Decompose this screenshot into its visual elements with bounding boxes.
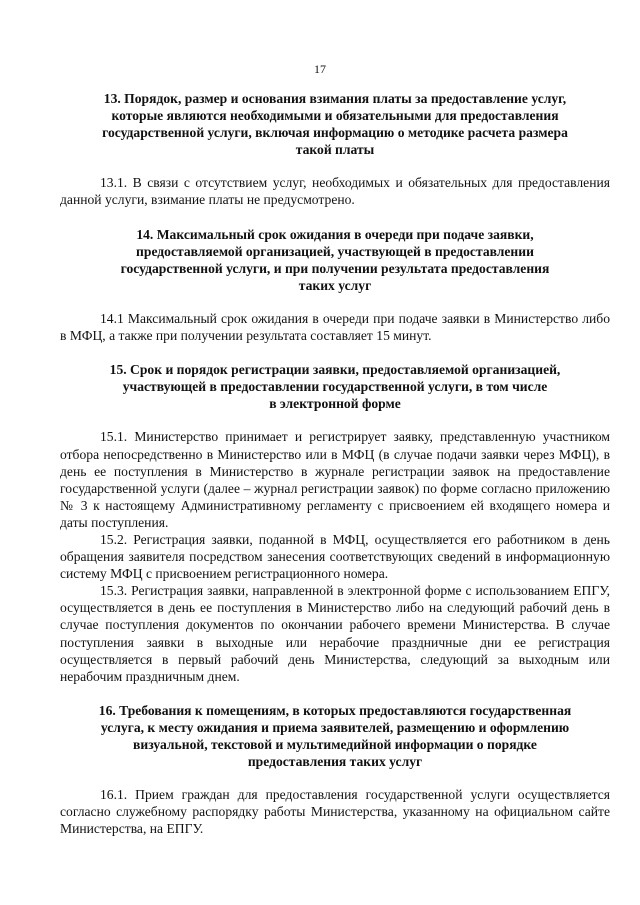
paragraph: 15.2. Регистрация заявки, поданной в МФЦ, осуществляется его работником в день обращения заявителя посредством занесения соответствующих сведений в информационную систему МФЦ с присвоением регистрационного номера. xyxy=(60,531,610,582)
section-body xyxy=(60,786,610,837)
section-title xyxy=(60,90,610,158)
section-16 xyxy=(60,702,610,838)
section-title xyxy=(60,361,610,412)
title-line: 15. Срок и порядок регистрации заявки, предоставляемой организацией, xyxy=(109,362,561,378)
paragraph: 15.3. Регистрация заявки, направленной в электронной форме с использованием ЕПГУ, осуществляется в день ее поступления в Министерство либо на следующий рабочий день в случае поступления документов по окончании рабочего времени Министерства. В случае поступления заявки в выходные или нерабочие праздничные дни ее регистрация осуществляется в первый рабочий день Министерства, следующий за выходным или нерабочим праздничным днем. xyxy=(60,583,610,684)
section-title xyxy=(60,702,610,770)
title-line: государственной услуги, включая информацию о методике расчета размера xyxy=(102,125,568,141)
section-15 xyxy=(60,361,610,685)
section-body xyxy=(60,310,610,344)
title-line: визуальной, текстовой и мультимедийной информации о порядке xyxy=(133,737,537,752)
section-13 xyxy=(60,90,610,209)
sections xyxy=(60,62,610,837)
paragraph: 14.1 Максимальный срок ожидания в очереди при подаче заявки в Министерство либо в МФЦ, а также при получении результата составляет 15 минут. xyxy=(60,310,610,344)
paragraph: 15.1. Министерство принимает и регистрирует заявку, представленную участником отбора непосредственно в Министерство или в МФЦ (в случае подачи заявки через МФЦ), в день ее поступления в Министерство в журнале регистрации заявок на предоставление государственной услуги (далее – журнал регистрации заявок) по форме согласно приложению № 3 к настоящему Административному регламенту с присвоением ей входящего номера и даты поступления. xyxy=(60,429,610,530)
title-line: таких услуг xyxy=(298,277,372,293)
title-line: 13. Порядок, размер и основания взимания платы за предоставление услуг, xyxy=(103,91,567,106)
title-line: услуга, к месту ожидания и приема заявителей, размещению и оформлению xyxy=(100,719,570,735)
page-number: 17 xyxy=(314,62,326,76)
title-line: в электронной форме xyxy=(269,396,401,412)
paragraph: 16.1. Прием граждан для предоставления государственной услуги осуществляется согласно служебному распорядку работы Министерства, указанному на официальном сайте Министерства, на ЕПГУ. xyxy=(60,787,610,837)
title-line: такой платы xyxy=(295,142,375,158)
title-line: которые являются необходимыми и обязательными для предоставления xyxy=(111,108,559,124)
paragraph: 13.1. В связи с отсутствием услуг, необходимых и обязательных для предоставления данной услуги, взимание платы не предусмотрено. xyxy=(60,175,610,208)
title-line: 16. Требования к помещениям, в которых предоставляются государственная xyxy=(98,702,572,718)
section-body xyxy=(60,428,610,684)
section-14 xyxy=(60,226,610,345)
title-line: государственной услуги, и при получении результата предоставления xyxy=(120,260,550,276)
section-title xyxy=(60,226,610,294)
title-line: предоставляемой организацией, участвующей в предоставлении xyxy=(136,243,534,259)
section-body xyxy=(60,174,610,208)
title-line: предоставления таких услуг xyxy=(247,754,423,770)
title-line: 14. Максимальный срок ожидания в очереди при подаче заявки, xyxy=(136,226,534,242)
title-line: участвующей в предоставлении государственной услуги, в том числе xyxy=(122,379,548,395)
